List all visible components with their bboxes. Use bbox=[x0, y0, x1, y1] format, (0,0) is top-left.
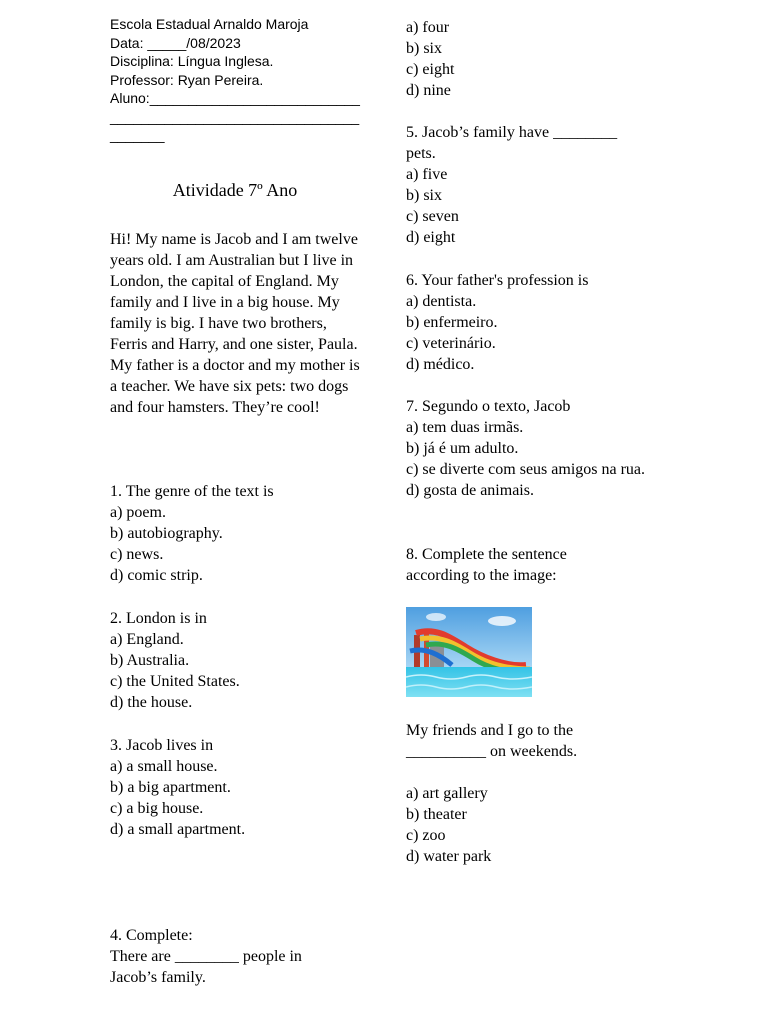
option-b: b) theater bbox=[406, 806, 467, 823]
question-6 bbox=[406, 270, 588, 375]
question-7 bbox=[406, 396, 664, 501]
date-line: Data: _____/08/2023 bbox=[110, 34, 241, 51]
option-a: a) a small house. bbox=[110, 758, 218, 775]
option-c: c) a big house. bbox=[110, 800, 204, 817]
question-8-options bbox=[406, 783, 491, 867]
question-text: 3. Jacob lives in bbox=[110, 737, 214, 754]
teacher-line: Professor: Ryan Pereira. bbox=[110, 71, 264, 88]
option-c: c) eight bbox=[406, 61, 455, 78]
option-d: d) a small apartment. bbox=[110, 821, 246, 838]
question-8 bbox=[406, 544, 567, 586]
option-a: a) poem. bbox=[110, 504, 166, 521]
option-d: d) the house. bbox=[110, 694, 193, 711]
option-c: c) zoo bbox=[406, 827, 446, 844]
option-b: b) six bbox=[406, 187, 442, 204]
school-name: Escola Estadual Arnaldo Maroja bbox=[110, 16, 309, 32]
question-5 bbox=[406, 122, 617, 248]
question-8-sentence bbox=[406, 720, 577, 762]
question-4 bbox=[110, 925, 302, 988]
question-text: 2. London is in bbox=[110, 610, 207, 627]
question-1 bbox=[110, 481, 274, 586]
option-a: a) four bbox=[406, 19, 450, 36]
sentence-line: My friends and I go to the bbox=[406, 722, 574, 739]
question-text-2: pets. bbox=[406, 145, 436, 162]
question-2 bbox=[110, 608, 240, 713]
question-3 bbox=[110, 735, 245, 840]
school-header bbox=[110, 15, 370, 145]
fill-in-line-2: Jacob’s family. bbox=[110, 969, 206, 986]
option-c: c) the United States. bbox=[110, 673, 240, 690]
water-park-image bbox=[406, 607, 532, 697]
question-text: 7. Segundo o texto, Jacob bbox=[406, 398, 571, 415]
option-a: a) tem duas irmãs. bbox=[406, 419, 524, 436]
option-c: c) seven bbox=[406, 208, 459, 225]
student-line: Aluno:___________________________ bbox=[110, 90, 360, 106]
question-text-2: according to the image: bbox=[406, 567, 557, 584]
option-b: b) já é um adulto. bbox=[406, 440, 519, 457]
subject-line: Disciplina: Língua Inglesa. bbox=[110, 53, 274, 69]
option-a: a) art gallery bbox=[406, 785, 488, 802]
sentence-line-2: __________ on weekends. bbox=[406, 743, 578, 760]
option-b: b) Australia. bbox=[110, 652, 190, 669]
question-text: 5. Jacob’s family have ________ bbox=[406, 124, 618, 141]
option-b: b) autobiography. bbox=[110, 525, 223, 542]
option-c: c) news. bbox=[110, 546, 164, 563]
student-line-3: _______ bbox=[110, 127, 165, 143]
question-text: 4. Complete: bbox=[110, 927, 193, 944]
fill-in-line: There are ________ people in bbox=[110, 948, 302, 965]
question-4-options bbox=[406, 17, 454, 101]
option-a: a) England. bbox=[110, 631, 184, 648]
student-line-2: ________________________________ bbox=[110, 108, 360, 125]
option-b: b) a big apartment. bbox=[110, 779, 231, 796]
option-d: d) gosta de animais. bbox=[406, 482, 534, 499]
option-b: b) enfermeiro. bbox=[406, 314, 498, 331]
option-d: d) eight bbox=[406, 229, 456, 246]
option-c: c) se diverte com seus amigos na rua. bbox=[406, 461, 646, 478]
option-a: a) dentista. bbox=[406, 293, 477, 310]
question-text: 1. The genre of the text is bbox=[110, 483, 274, 500]
option-d: d) comic strip. bbox=[110, 567, 203, 584]
question-text: 6. Your father's profession is bbox=[406, 272, 589, 289]
option-c: c) veterinário. bbox=[406, 335, 496, 352]
option-a: a) five bbox=[406, 166, 448, 183]
option-b: b) six bbox=[406, 40, 442, 57]
reading-passage: Hi! My name is Jacob and I am twelve years old. I am Australian but I live in London, the capital of England. My family and I live in a big house. My family is big. I have two brothers, Ferris and Harry, and one sister, Paula. My father is a doctor and my mother is a teacher. We have six pets: two dogs and four hamsters. They’re cool! bbox=[110, 231, 360, 416]
page-title: Atividade 7º Ano bbox=[172, 180, 298, 200]
option-d: d) médico. bbox=[406, 356, 475, 373]
option-d: d) nine bbox=[406, 82, 451, 99]
question-text: 8. Complete the sentence bbox=[406, 546, 567, 563]
option-d: d) water park bbox=[406, 848, 492, 865]
